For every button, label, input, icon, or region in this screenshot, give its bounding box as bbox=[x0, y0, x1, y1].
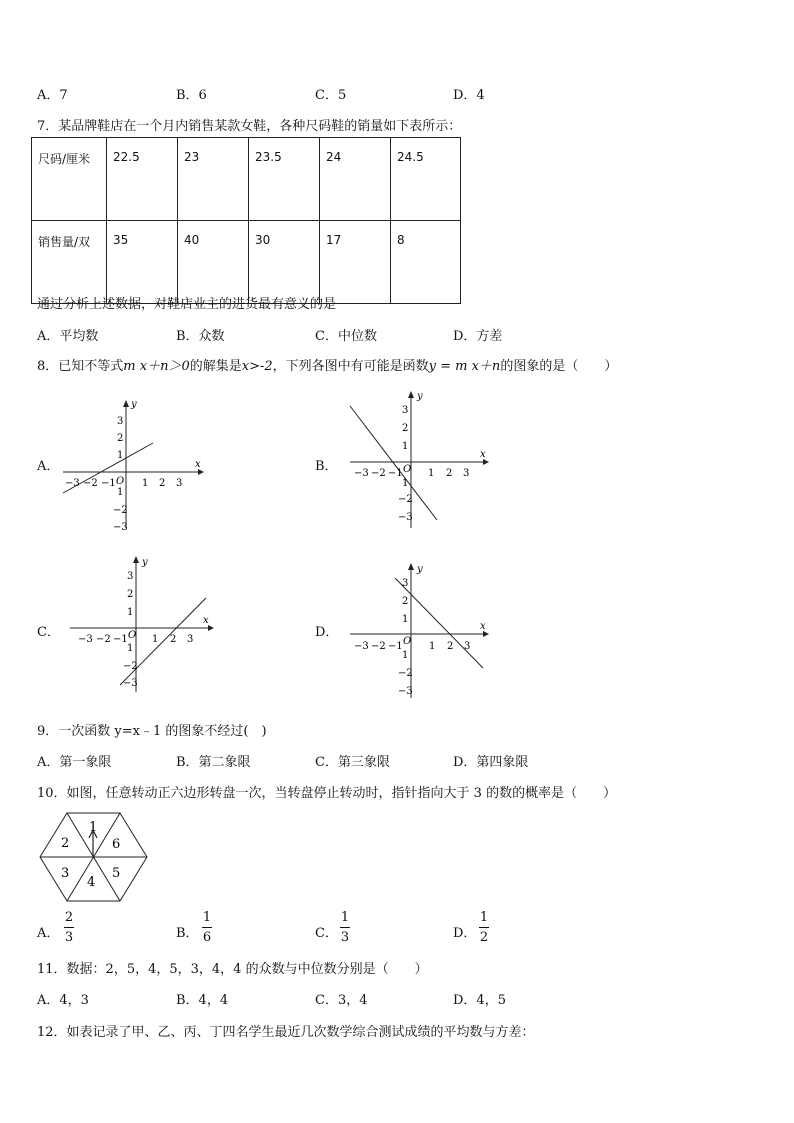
table-cell: 24 bbox=[320, 138, 391, 221]
numerator: 2 bbox=[64, 910, 74, 925]
y-tick: −2 bbox=[398, 668, 413, 679]
x-tick: 3 bbox=[176, 478, 183, 489]
x-tick: 2 bbox=[159, 478, 166, 489]
y-tick: −2 bbox=[113, 505, 128, 516]
option-b: B．众数 bbox=[176, 329, 225, 344]
fraction bbox=[479, 910, 489, 945]
x-tick: −3 bbox=[78, 634, 93, 645]
option-b: B．4，4 bbox=[176, 993, 229, 1008]
sector-number: 6 bbox=[112, 837, 121, 852]
stem-prefix: 8．已知不等式 bbox=[37, 359, 124, 374]
table-cell: 24.5 bbox=[391, 138, 461, 221]
hexagon-spinner bbox=[36, 810, 152, 904]
y-label: y bbox=[417, 564, 423, 575]
graph-label-a: A． bbox=[37, 459, 60, 474]
origin-label: O bbox=[403, 464, 412, 475]
y-label: y bbox=[131, 399, 137, 410]
option-d: D．4，5 bbox=[453, 993, 506, 1008]
numerator: 1 bbox=[479, 910, 489, 925]
y-tick: 1 bbox=[402, 650, 409, 661]
x-tick: 2 bbox=[170, 634, 177, 645]
option-c: C．5 bbox=[315, 88, 347, 103]
x-tick: 1 bbox=[428, 468, 435, 479]
option-a: A．4，3 bbox=[37, 993, 89, 1008]
x-tick: −1 bbox=[113, 634, 128, 645]
table-cell: 尺码/厘米 bbox=[32, 138, 107, 221]
numerator: 1 bbox=[340, 910, 350, 925]
x-tick: −2 bbox=[371, 468, 386, 479]
graph-a bbox=[58, 393, 208, 533]
y-arrow bbox=[408, 563, 414, 570]
x-tick: 3 bbox=[463, 468, 470, 479]
x-tick: 1 bbox=[152, 634, 159, 645]
x-tick: −2 bbox=[96, 634, 111, 645]
sector-number: 5 bbox=[112, 866, 121, 881]
table-cell: 23.5 bbox=[249, 138, 320, 221]
origin-label: O bbox=[128, 630, 137, 641]
option-a: A．7 bbox=[37, 88, 68, 103]
option-d: D． bbox=[453, 926, 477, 941]
table-cell: 23 bbox=[178, 138, 249, 221]
option-b: B． bbox=[176, 926, 199, 941]
table-cell: 22.5 bbox=[107, 138, 178, 221]
inequality: m x＋n＞0 bbox=[123, 359, 190, 374]
stem-mid: ，下列各图中有可能是函数 bbox=[272, 359, 429, 374]
table-cell: 8 bbox=[391, 221, 461, 304]
option-a: A．平均数 bbox=[37, 329, 99, 344]
question-7-followup: 通过分析上述数据，对鞋店业主的进货最有意义的是 bbox=[37, 297, 337, 312]
table-cell: 17 bbox=[320, 221, 391, 304]
stem-mid: 的解集是 bbox=[189, 359, 242, 374]
sector-number: 2 bbox=[61, 836, 70, 851]
solution-set: x>-2 bbox=[241, 359, 273, 374]
y-tick: −3 bbox=[123, 678, 138, 689]
y-arrow bbox=[123, 400, 129, 407]
x-tick: −3 bbox=[65, 478, 80, 489]
question-10-stem: 10．如图，任意转动正六边形转盘一次，当转盘停止转动时，指针指向大于 3 的数的概率是（ ） bbox=[37, 786, 617, 801]
option-c: C．3，4 bbox=[315, 993, 368, 1008]
denominator: 2 bbox=[479, 930, 489, 945]
y-tick: −3 bbox=[113, 522, 128, 533]
x-tick: 3 bbox=[187, 634, 194, 645]
option-d: D．第四象限 bbox=[453, 755, 529, 770]
coordinate-axes bbox=[350, 565, 488, 698]
y-tick: 2 bbox=[117, 433, 124, 444]
y-tick: 3 bbox=[402, 405, 409, 416]
table-cell: 销售量/双 bbox=[32, 221, 107, 304]
x-tick: −1 bbox=[101, 478, 116, 489]
coordinate-axes bbox=[350, 393, 488, 528]
table-row bbox=[32, 221, 461, 304]
graph-label-b: B． bbox=[315, 459, 338, 474]
denominator: 3 bbox=[64, 930, 74, 945]
table-cell: 35 bbox=[107, 221, 178, 304]
y-label: y bbox=[417, 391, 423, 402]
function-line bbox=[350, 406, 437, 520]
graph-b bbox=[345, 388, 495, 533]
y-tick: 3 bbox=[117, 416, 124, 427]
option-c: C．第三象限 bbox=[315, 755, 390, 770]
fraction bbox=[64, 910, 74, 945]
x-tick: 1 bbox=[142, 478, 149, 489]
table-row bbox=[32, 138, 461, 221]
option-b: B．第二象限 bbox=[176, 755, 251, 770]
option-d: D．4 bbox=[453, 88, 485, 103]
graph-c bbox=[70, 552, 220, 697]
y-tick: 1 bbox=[402, 441, 409, 452]
x-label: x bbox=[203, 615, 209, 626]
fraction bbox=[340, 910, 350, 945]
y-tick: −2 bbox=[123, 661, 138, 672]
denominator: 6 bbox=[202, 930, 212, 945]
graph-d bbox=[345, 560, 495, 700]
y-tick: 1 bbox=[127, 607, 134, 618]
coordinate-axes bbox=[70, 558, 213, 692]
y-tick: 1 bbox=[402, 614, 409, 625]
y-tick: 2 bbox=[127, 589, 134, 600]
y-tick: 1 bbox=[117, 487, 124, 498]
stem-suffix: 的图象的是（ ） bbox=[500, 359, 618, 374]
y-tick: 2 bbox=[402, 423, 409, 434]
coordinate-axes bbox=[63, 403, 203, 528]
y-arrow bbox=[408, 391, 414, 398]
option-d: D．方差 bbox=[453, 329, 503, 344]
question-12-stem: 12．如表记录了甲、乙、丙、丁四名学生最近几次数学综合测试成绩的平均数与方差： bbox=[37, 1025, 535, 1040]
question-11-stem: 11．数据：2，5，4，5，3，4，4 的众数与中位数分别是（ ） bbox=[37, 962, 428, 977]
x-label: x bbox=[480, 621, 486, 632]
graph-label-c: C． bbox=[37, 625, 60, 640]
x-tick: 3 bbox=[464, 641, 471, 652]
y-tick: 1 bbox=[127, 643, 134, 654]
question-7-stem: 7．某品牌鞋店在一个月内销售某款女鞋，各种尺码鞋的销量如下表所示： bbox=[37, 119, 462, 134]
table-cell: 40 bbox=[178, 221, 249, 304]
shoe-size-table bbox=[31, 137, 461, 304]
x-label: x bbox=[480, 449, 486, 460]
y-tick: 1 bbox=[117, 450, 124, 461]
sector-number: 4 bbox=[87, 875, 96, 890]
y-tick: −3 bbox=[398, 686, 413, 697]
origin-label: O bbox=[116, 476, 125, 487]
x-tick: 2 bbox=[446, 468, 453, 479]
numerator: 1 bbox=[202, 910, 212, 925]
denominator: 3 bbox=[340, 930, 350, 945]
sector-number: 3 bbox=[61, 866, 70, 881]
sector-number: 1 bbox=[89, 820, 98, 835]
origin-label: O bbox=[403, 636, 412, 647]
option-c: C． bbox=[315, 926, 338, 941]
y-tick: 3 bbox=[402, 578, 409, 589]
y-tick: 2 bbox=[402, 596, 409, 607]
graph-label-d: D． bbox=[315, 625, 339, 640]
option-c: C．中位数 bbox=[315, 329, 377, 344]
x-tick: −3 bbox=[354, 641, 369, 652]
function: y = m x＋n bbox=[428, 359, 501, 374]
option-b: B．6 bbox=[176, 88, 207, 103]
y-tick: 1 bbox=[402, 478, 409, 489]
x-arrow bbox=[208, 625, 214, 631]
x-tick: −2 bbox=[371, 641, 386, 652]
y-label: y bbox=[142, 557, 148, 568]
x-tick: −1 bbox=[388, 468, 403, 479]
x-tick: 2 bbox=[447, 641, 454, 652]
fraction bbox=[202, 910, 212, 945]
option-a: A．第一象限 bbox=[37, 755, 112, 770]
x-label: x bbox=[195, 459, 201, 470]
option-a: A． bbox=[37, 926, 60, 941]
y-tick: 3 bbox=[127, 571, 134, 582]
x-tick: 1 bbox=[429, 641, 436, 652]
table-cell: 30 bbox=[249, 221, 320, 304]
y-tick: −3 bbox=[398, 512, 413, 523]
x-tick: −3 bbox=[354, 468, 369, 479]
x-tick: −1 bbox=[388, 641, 403, 652]
y-tick: −2 bbox=[398, 494, 413, 505]
question-9-stem: 9．一次函数 y=x﹣1 的图象不经过( ) bbox=[37, 724, 267, 739]
y-arrow bbox=[133, 556, 139, 563]
x-tick: −2 bbox=[83, 478, 98, 489]
question-8-stem bbox=[37, 355, 617, 374]
